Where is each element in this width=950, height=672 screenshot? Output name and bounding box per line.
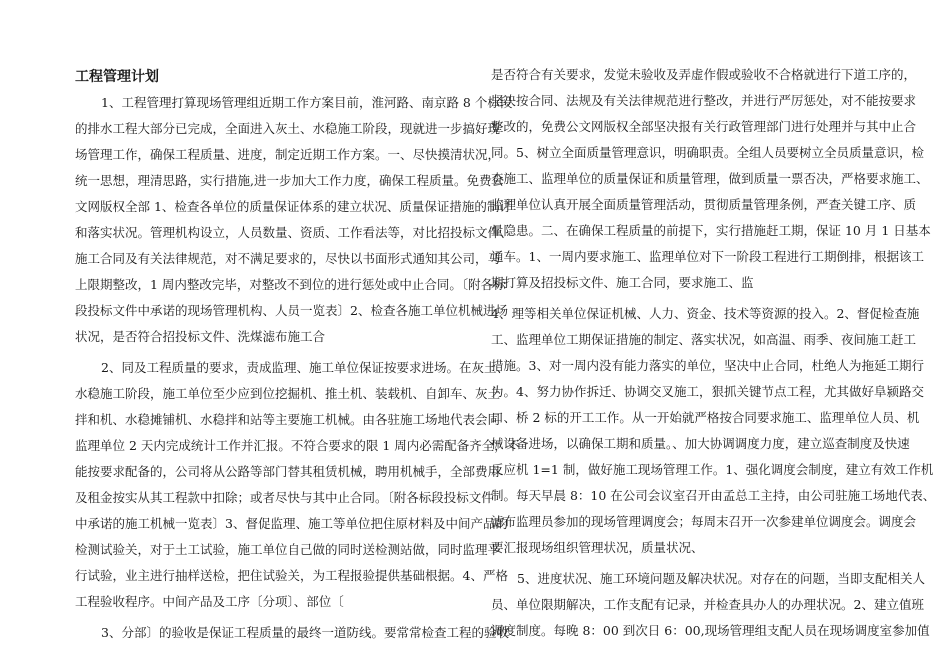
text-line: 施工合同及有关法律规范，对不满足要求的，尽快以书面形式通知其公司，马	[75, 251, 501, 266]
text-line: 拌和机、水稳摊铺机、水稳拌和站等主要施工机械。由各驻施工场地代表会同	[75, 412, 501, 427]
text-line: 监理单位 2 天内完成统计工作并汇报。不符合要求的限 1 周内必需配备齐全，不	[75, 438, 520, 453]
text-line: 期打算及招投标文件、施工合同，要求施工、监	[491, 275, 754, 290]
text-line: 能按要求配备的，公司将从公路等部门替其租赁机械，聘用机械手，全部费用	[75, 464, 501, 479]
text-line: 工程验收程序。中间产品及工序〔分项〕、部位〔	[75, 594, 344, 609]
text-line: 2、同及工程质量的要求，责成监理、施工单位保证按要求进场。在灰土、	[101, 360, 509, 375]
text-line: 3、分部〕的验收是保证工程质量的最终一道防线。要常常检查工程的验收	[101, 625, 509, 640]
text-line: 和落实状况。管理机构设立，人员数量、资质、工作看法等，对比招投标文件、	[75, 225, 513, 240]
text-line: 检测试验关，对于土工试验，施工单位自己做的同时送检测站做，同时监理平	[75, 542, 501, 557]
text-line: 调度制度。每晚 8：00 到次日 6：00,现场管理组支配人员在现场调度室参加值	[491, 623, 930, 638]
text-line: 查施工、监理单位的质量保证和质量管理，做到质量一票否决，严格要求施工、	[491, 171, 929, 186]
left-column	[75, 62, 520, 646]
text-line: 监理单位认真开展全面质量管理活动，贯彻质量管理条例，严查关键工序、质	[491, 197, 917, 212]
text-line: 段投标文件中承诺的现场管理机构、人员一览表〕2、检查各施工单位机械进场	[75, 303, 508, 318]
text-line: 员、单位限期解决，工作支配有记录，并检查具办人的办理状况。2、建立值班	[491, 597, 924, 612]
text-line: 是否符合有关要求，发觉未验收及弄虚作假或验收不合格就进行下道工序的，	[491, 67, 917, 82]
text-line: 4、理等相关单位保证机械、人力、资金、技术等资源的投入。2、督促检查施	[491, 306, 920, 321]
text-line: 状况，是否符合招投标文件、洗煤滤布施工合	[75, 329, 326, 344]
text-line: 械设备进场，以确保工期和质量。、加大协调调度力度，建立巡查制度及快速	[491, 436, 910, 451]
text-line: 5、进度状况、施工环境问题及解决状况。对存在的问题，当即支配相关人	[517, 571, 925, 586]
text-line: 反应机 1=1 制，做好施工现场管理工作。1、强化调度会制度，建立有效工作机	[491, 462, 934, 477]
right-column	[491, 62, 936, 644]
text-line: 制。每天早晨 8：10 在公司会议室召开由孟总工主持，由公司驻施工场地代表、	[491, 488, 936, 503]
text-line: 量隐患。二、在确保工程质量的前提下，实行措施赶工期，保证 10 月 1 日基本	[491, 223, 931, 238]
document-title: 工程管理计划	[75, 69, 159, 85]
text-line: 坚决按合同、法规及有关法律规范进行整改，并进行严厉惩处，对不能按要求	[491, 93, 917, 108]
text-line: 工、监理单位工期保证措施的制定、落实状况，如高温、雨季、夜间施工赶工	[491, 332, 917, 347]
text-line: 同。5、树立全面质量管理意识，明确职责。全组人员要树立全员质量意识，检	[491, 145, 924, 160]
text-line: 统一思想，理清思路，实行措施,进一步加大工作力度，确保工程质量。免费公	[75, 173, 504, 188]
text-line: 滤布监理员参加的现场管理调度会；每周末召开一次参建单位调度会。调度会	[491, 514, 917, 529]
text-line: 中承诺的施工机械一览表〕3、督促监理、施工等单位把住原材料及中间产品的	[75, 516, 508, 531]
text-line: 上限期整改，1 周内整改完毕，对整改不到位的进行惩处或中止合同。〔附各标	[75, 277, 506, 292]
text-line: 整改的，免费公文网版权全部坚决报有关行政管理部门进行处理并与其中止合	[491, 119, 917, 134]
text-line: 通车。1、一周内要求施工、监理单位对下一阶段工程进行工期倒排，根据该工	[491, 249, 924, 264]
text-line: 为。4、努力协作拆迁、协调交叉施工，狠抓关键节点工程，尤其做好阜颍路交	[491, 384, 924, 399]
text-line: 场管理工作，确保工程质量、进度，制定近期工作方案。一、尽快摸清状况，	[75, 147, 501, 162]
text-line: 口、桥 2 标的开工工作。从一开始就严格按合同要求施工、监理单位人员、机	[491, 410, 920, 425]
text-line: 1、工程管理打算现场管理组近期工作方案目前，淮河路、南京路 8 个标段	[101, 95, 513, 110]
text-line: 及租金按实从其工程款中扣除；或者尽快与其中止合同。〔附各标段投标文件	[75, 490, 494, 505]
text-line: 的排水工程大部分已完成，全面进入灰土、水稳施工阶段，现就进一步搞好现	[75, 121, 501, 136]
text-line: 水稳施工阶段，施工单位至少应到位挖掘机、推土机、装载机、自卸车、灰土	[75, 386, 501, 401]
text-line: 文网版权全部 1、检查各单位的质量保证体系的建立状况、质量保证措施的制订	[75, 199, 512, 214]
text-line: 措施。3、对一周内没有能力落实的单位，坚决中止合同，杜绝人为拖延工期行	[491, 358, 924, 373]
text-line: 行试验，业主进行抽样送检，把住试验关，为工程报验提供基础根据。4、严格	[75, 568, 508, 583]
text-line: 要汇报现场组织管理状况，质量状况、	[491, 540, 704, 555]
